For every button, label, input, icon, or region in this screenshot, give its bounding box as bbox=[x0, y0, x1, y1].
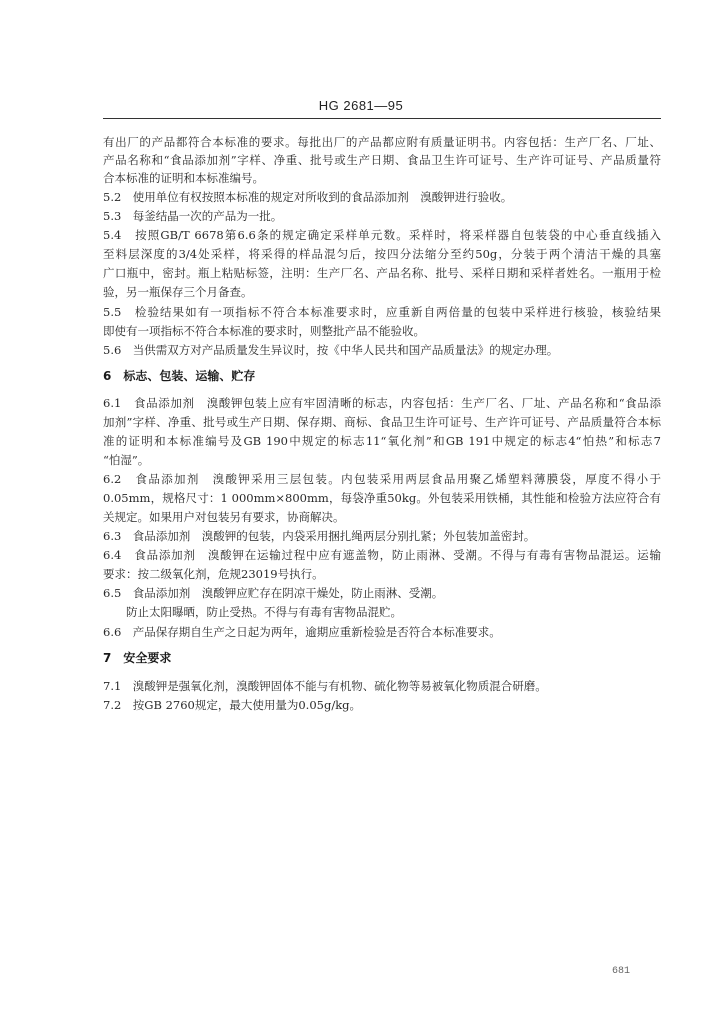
body-line: 至料层深度的3/4处采样，将采得的样品混匀后，按四分法缩分至约50g，分装于两个清洁干燥的具塞 bbox=[103, 247, 661, 261]
clause-5-5: 5.5 检验结果如有一项指标不符合本标准要求时，应重新自两倍量的包装中采样进行核验，核验结果 bbox=[103, 305, 661, 319]
body-line: 防止太阳曝晒，防止受热。不得与有毒有害物品混贮。 bbox=[103, 605, 402, 619]
body-line: 即使有一项指标不符合本标准的要求时，则整批产品不能验收。 bbox=[103, 324, 425, 338]
clause-5-3: 5.3 每釜结晶一次的产品为一批。 bbox=[103, 209, 283, 223]
body-line: 加剂”字样、净重、批号或生产日期、保存期、商标、食品卫生许可证号、生产许可证号、产品质量符合本标 bbox=[103, 415, 661, 429]
clause-6-5: 6.5 食品添加剂 溴酸钾应贮存在阴凉干燥处，防止雨淋、受潮。 bbox=[103, 586, 444, 600]
body-line: 合本标准的证明和本标准编号。 bbox=[103, 171, 264, 185]
clause-5-2: 5.2 使用单位有权按照本标准的规定对所收到的食品添加剂 溴酸钾进行验收。 bbox=[103, 190, 513, 204]
clause-7-1: 7.1 溴酸钾是强氧化剂，溴酸钾固体不能与有机物、硫化物等易被氧化物质混合研磨。 bbox=[103, 679, 547, 693]
header-rule bbox=[103, 118, 661, 119]
body-line: 广口瓶中，密封。瓶上粘贴标签，注明：生产厂名、产品名称、批号、采样日期和采样者姓名。一瓶用于检 bbox=[103, 266, 661, 280]
page-number: 681 bbox=[612, 966, 631, 977]
body-line: 要求：按二级氧化剂，危规23019号执行。 bbox=[103, 567, 324, 581]
body-line: 验，另一瓶保存三个月备查。 bbox=[103, 285, 253, 299]
body-line: 准的证明和本标准编号及GB 190中规定的标志11“氧化剂”和GB 191中规定的标志4“怕热”和标志7 bbox=[103, 434, 661, 448]
clause-5-6: 5.6 当供需双方对产品质量发生异议时，按《中华人民共和国产品质量法》的规定办理。 bbox=[103, 343, 559, 357]
clause-6-3: 6.3 食品添加剂 溴酸钾的包装，内袋采用捆扎绳两层分别扎紧；外包装加盖密封。 bbox=[103, 529, 536, 543]
clause-7-2: 7.2 按GB 2760规定，最大使用量为0.05g/kg。 bbox=[103, 698, 362, 712]
clause-5-4: 5.4 按照GB/T 6678第6.6条的规定确定采样单元数。采样时，将采样器自包装袋的中心垂直线插入 bbox=[103, 228, 661, 242]
clause-6-4: 6.4 食品添加剂 溴酸钾在运输过程中应有遮盖物，防止雨淋、受潮。不得与有毒有害物品混运。运输 bbox=[103, 548, 661, 562]
clause-6-6: 6.6 产品保存期自生产之日起为两年，逾期应重新检验是否符合本标准要求。 bbox=[103, 625, 501, 639]
body-line: 产品名称和“食品添加剂”字样、净重、批号或生产日期、食品卫生许可证号、生产许可证号、产品质量符 bbox=[103, 153, 661, 167]
section-heading-7: 7 安全要求 bbox=[103, 651, 172, 665]
body-line: 有出厂的产品都符合本标准的要求。每批出厂的产品都应附有质量证明书。内容包括：生产厂名、厂址、 bbox=[103, 135, 661, 149]
clause-6-2: 6.2 食品添加剂 溴酸钾采用三层包装。内包装采用两层食品用聚乙烯塑料薄膜袋，厚度不得小于 bbox=[103, 472, 661, 486]
standard-header: HG 2681—95 bbox=[318, 98, 404, 113]
section-heading-6: 6 标志、包装、运输、贮存 bbox=[103, 369, 256, 383]
body-line: 关规定。如果用户对包装另有要求，协商解决。 bbox=[103, 510, 345, 524]
clause-6-1: 6.1 食品添加剂 溴酸钾包装上应有牢固清晰的标志，内容包括：生产厂名、厂址、产品名称和“食品添 bbox=[103, 396, 661, 410]
body-line: “怕湿”。 bbox=[103, 453, 150, 467]
body-line: 0.05mm，规格尺寸：1 000mm×800mm，每袋净重50kg。外包装采用铁桶，其性能和检验方法应符合有 bbox=[103, 491, 661, 505]
